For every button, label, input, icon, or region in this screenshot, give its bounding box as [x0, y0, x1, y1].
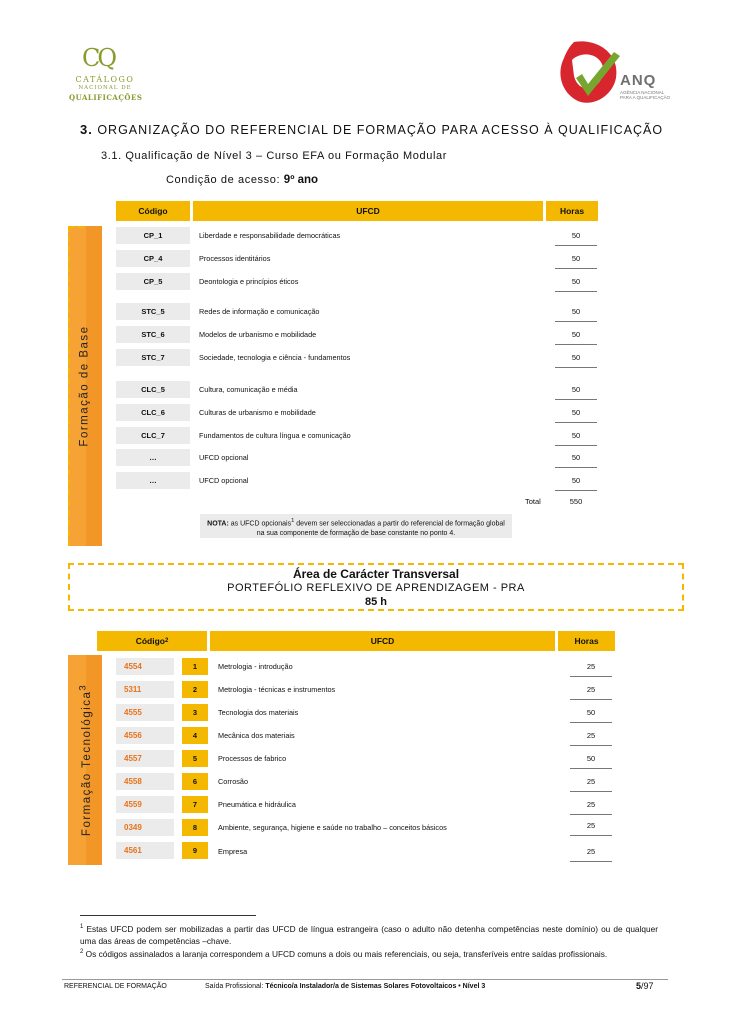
catalogo-nacional-logo: [66, 42, 144, 108]
section-heading: [80, 122, 663, 137]
row-number: 2: [182, 681, 208, 698]
anq-name: ANQ: [620, 72, 657, 89]
access-condition-label: Condição de acesso:: [166, 174, 281, 186]
table1-header-code: Código: [116, 201, 190, 221]
footnote-1: [80, 921, 658, 947]
page-total: /97: [641, 981, 654, 991]
footer-rule: [62, 979, 668, 980]
row-hours: 50: [570, 708, 612, 723]
note-sup: 1: [291, 518, 295, 524]
row-description: Metrologia - introdução: [218, 662, 293, 671]
footnote-2: [80, 946, 658, 960]
table2-header-code-label: Código: [135, 636, 165, 646]
row-hours: 50: [570, 754, 612, 769]
table2-header-hours: Horas: [558, 631, 615, 651]
row-hours: 50: [555, 385, 597, 400]
formacao-tecnologica-label-wrap: [68, 655, 102, 865]
anq-check-icon: [554, 38, 624, 110]
transversal-title: Área de Carácter Transversal: [292, 567, 460, 581]
footer-left: REFERENCIAL DE FORMAÇÃO: [64, 983, 167, 990]
row-description: Corrosão: [218, 777, 249, 786]
row-code: CP_5: [116, 273, 190, 290]
table2-header-code: [97, 631, 207, 651]
row-number: 1: [182, 658, 208, 675]
row-hours: 50: [555, 307, 597, 322]
row-description: Culturas de urbanismo e mobilidade: [199, 408, 316, 417]
transversal-subtitle: PORTEFÓLIO REFLEXIVO DE APRENDIZAGEM - PRA: [227, 582, 525, 594]
table1-header-ufcd: UFCD: [193, 201, 543, 221]
row-number: 7: [182, 796, 208, 813]
row-hours: 25: [570, 662, 612, 677]
formacao-tecnologica-text: Formação Tecnológica: [80, 690, 93, 837]
note-label: NOTA:: [207, 520, 229, 528]
row-number: 9: [182, 842, 208, 859]
row-hours: 25: [570, 685, 612, 700]
row-hours: 50: [555, 231, 597, 246]
row-code: 5311: [116, 681, 174, 698]
row-hours: 50: [555, 277, 597, 292]
footnote-1-text: Estas UFCD podem ser mobilizadas a partir das UFCD de língua estrangeira (caso o adulto não detenha competências neste domínio) ou de qualquer uma das áreas de competências –chave.: [80, 923, 658, 946]
row-number: 5: [182, 750, 208, 767]
row-code: CLC_7: [116, 427, 190, 444]
row-description: Sociedade, tecnologia e ciência - fundamentos: [199, 353, 351, 362]
footer-profession: [205, 983, 485, 990]
row-hours: 50: [555, 476, 597, 491]
row-description: Pneumática e hidráulica: [218, 800, 296, 809]
row-code: …: [116, 472, 190, 489]
row-code: CLC_5: [116, 381, 190, 398]
row-description: Processos identitários: [199, 254, 271, 263]
note-text-b: devem ser seleccionadas a partir do referencial de formação global na sua componente de formação de base constante no ponto 4.: [256, 520, 505, 538]
table2-header-ufcd: UFCD: [210, 631, 555, 651]
access-condition: [166, 174, 318, 186]
anq-subtitle: AGÊNCIA NACIONAL PARA A QUALIFICAÇÃO: [620, 90, 671, 100]
row-description: Mecânica dos materiais: [218, 731, 295, 740]
row-description: Tecnologia dos materiais: [218, 708, 299, 717]
table2-header-code-sup: 2: [164, 638, 169, 644]
note-box: [200, 514, 512, 538]
row-code: CP_1: [116, 227, 190, 244]
row-description: Liberdade e responsabilidade democráticas: [199, 231, 341, 240]
row-hours: 50: [555, 330, 597, 345]
row-description: Empresa: [218, 847, 248, 856]
page-current: 5: [636, 981, 642, 991]
row-code: STC_7: [116, 349, 190, 366]
row-description: UFCD opcional: [199, 476, 249, 485]
row-description: Modelos de urbanismo e mobilidade: [199, 330, 317, 339]
row-hours: 50: [555, 408, 597, 423]
total-label: Total: [525, 497, 541, 506]
formacao-tecnologica-sup: 3: [77, 683, 89, 691]
footnote-1-num: 1: [80, 924, 84, 930]
row-code: 4556: [116, 727, 174, 744]
row-code: 4557: [116, 750, 174, 767]
row-code: STC_6: [116, 326, 190, 343]
row-hours: 25: [570, 847, 612, 862]
total-value: 550: [569, 497, 583, 506]
row-description: UFCD opcional: [199, 453, 249, 462]
transversal-box: [68, 563, 684, 611]
row-hours: 50: [555, 353, 597, 368]
cnq-mark: CQ: [82, 44, 115, 72]
transversal-hours: 85 h: [364, 596, 387, 608]
row-description: Metrologia - técnicas e instrumentos: [218, 685, 336, 694]
row-number: 3: [182, 704, 208, 721]
note-text-a: as UFCD opcionais: [230, 520, 292, 528]
row-hours: 25: [570, 777, 612, 792]
row-description: Deontologia e princípios éticos: [199, 277, 299, 286]
row-code: STC_5: [116, 303, 190, 320]
row-hours: 50: [555, 431, 597, 446]
page-number: [636, 981, 654, 991]
formacao-tecnologica-label: [77, 684, 93, 836]
row-hours: 50: [555, 254, 597, 269]
footer-profession-label: Saída Profissional:: [205, 983, 264, 990]
row-code: …: [116, 449, 190, 466]
row-number: 8: [182, 819, 208, 836]
anq-logo: [554, 38, 674, 110]
row-code: CLC_6: [116, 404, 190, 421]
row-description: Processos de fabrico: [218, 754, 287, 763]
access-condition-value: 9º ano: [283, 174, 319, 186]
row-hours: 25: [570, 731, 612, 746]
formacao-base-label: Formação de Base: [79, 325, 92, 447]
row-number: 4: [182, 727, 208, 744]
row-description: Fundamentos de cultura língua e comunicação: [199, 431, 351, 440]
row-code: 4558: [116, 773, 174, 790]
cnq-line-3: QUALIFICAÇÕES: [69, 93, 143, 102]
row-code: 4559: [116, 796, 174, 813]
row-code: 4561: [116, 842, 174, 859]
row-description: Ambiente, segurança, higiene e saúde no trabalho – conceitos básicos: [218, 823, 447, 832]
row-code: 4555: [116, 704, 174, 721]
formacao-base-label-wrap: [68, 226, 102, 546]
row-number: 6: [182, 773, 208, 790]
row-description: Redes de informação e comunicação: [199, 307, 320, 316]
cnq-line-1: CATÁLOGO: [75, 75, 135, 84]
cnq-line-2: NACIONAL DE: [78, 85, 132, 91]
section-title: ORGANIZAÇÃO DO REFERENCIAL DE FORMAÇÃO PARA ACESSO À QUALIFICAÇÃO: [97, 123, 664, 137]
row-code: 4554: [116, 658, 174, 675]
row-hours: 25: [570, 800, 612, 815]
footnote-2-num: 2: [80, 949, 84, 955]
subsection-heading: 3.1. Qualificação de Nível 3 – Curso EFA ou Formação Modular: [101, 150, 447, 162]
table1-header-hours: Horas: [546, 201, 598, 221]
row-code: CP_4: [116, 250, 190, 267]
row-hours: 50: [555, 453, 597, 468]
footnote-rule: [80, 915, 256, 916]
section-number: 3.: [80, 122, 93, 137]
row-hours: 25: [570, 821, 612, 836]
row-code: 0349: [116, 819, 174, 836]
footnote-2-text: Os códigos assinalados a laranja correspondem a UFCD comuns a dois ou mais referenciais, ou seja, transferíveis entre saídas profissionais.: [85, 948, 608, 959]
row-description: Cultura, comunicação e média: [199, 385, 298, 394]
footer-profession-value: Técnico/a Instalador/a de Sistemas Solares Fotovoltaicos • Nível 3: [265, 983, 486, 990]
